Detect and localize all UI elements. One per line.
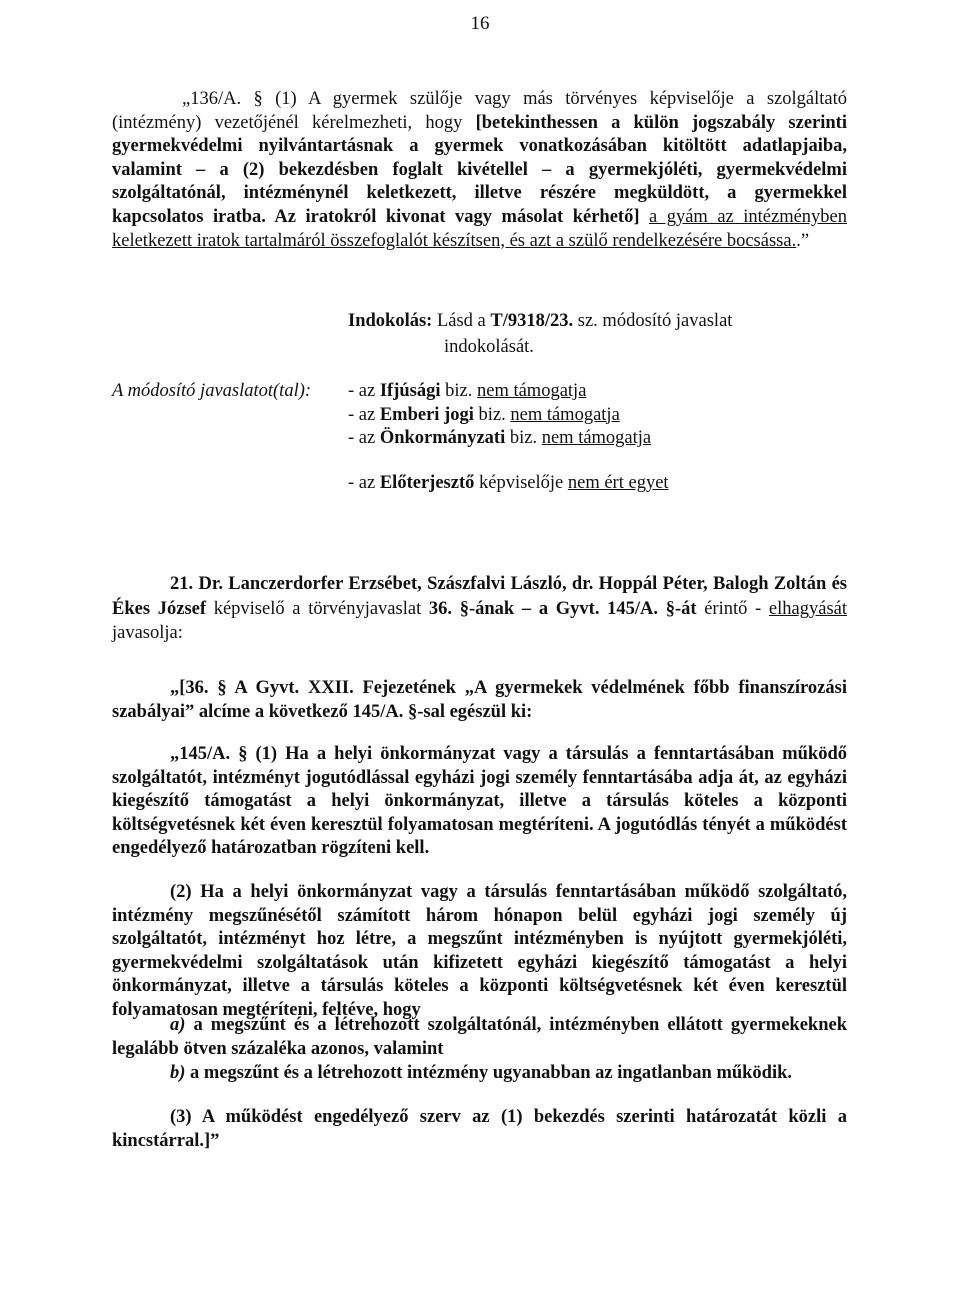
deleted-text: [betekinthessen a külön jogszabály szerinti gyermekvédelmi nyilvántartásnak a gyermek vonatkozásában kitöltött adatlapjaiba, valamint – a (2) bekezdésben foglalt kivétellel – a gyermekjóléti, gyermekvédelmi szolgáltatónál, intézménynél keletkezett, illetve részére megküldött, a gyermekkel kapcsolatos iratba. Az iratokról kivonat vagy másolat kérhető]: [112, 112, 847, 227]
reasoning-ref: T/9318/23.: [490, 311, 574, 331]
item-21-authors: 21. Dr. Lanczerdorfer Erzsébet, Szászfalvi László, dr. Hoppál Péter, Balogh Zoltán és Ékes József: [112, 574, 847, 619]
committee-vote: nem támogatja: [541, 428, 652, 448]
item-21-heading: „[36. § A Gyvt. XXII. Fejezetének „A gyermekek védelmének főbb finanszírozási szabályai” alcíme a következő 145/A. §-sal egészül ki:: [112, 678, 847, 722]
committee-item: - az Önkormányzati biz. nem támogatja: [348, 428, 652, 448]
inserted-text: a gyám az intézményben keletkezett iratok tartalmáról összefoglalót készítsen, és azt a szülő rendelkezésére bocsássa.: [112, 206, 848, 251]
section-136a: [112, 88, 847, 253]
proposer-opinion: - az Előterjesztő képviselője nem ért egyet: [348, 473, 669, 493]
point-b-label: b): [170, 1063, 186, 1083]
item-21-ref: 36. §-ának – a Gyvt. 145/A. §-át: [428, 598, 697, 619]
item-21-point-b: b) a megszűnt és a létrehozott intézmény ugyanabban az ingatlanban működik.: [170, 1063, 793, 1083]
reasoning-label: Indokolás:: [348, 311, 433, 331]
item-21-intro: 21. Dr. Lanczerdorfer Erzsébet, Szászfalvi László, dr. Hoppál Péter, Balogh Zoltán és Ékes József képviselő a törvényjavaslat 36. §-ának – a Gyvt. 145/A. §-át érintő - elhagyását javasolja:: [112, 574, 847, 643]
committees-list: [348, 380, 651, 451]
reasoning-line2: indokolását.: [444, 337, 534, 357]
section-136a-paragraph: „136/A. § (1) A gyermek szülője vagy más törvényes képviselője a szolgáltató (intézmény) vezetőjénél kérelmezheti, hogy [betekinthessen a külön jogszabály szerinti gyermekvédelmi nyilvántartásnak a gyermek vonatkozásában kitöltött adatlapjaiba, valamint – a (2) bekezdésben foglalt kivétellel – a gyermekjóléti, gyermekvédelmi szolgáltatónál, intézménynél keletkezett, illetve részére megküldött, a gyermekkel kapcsolatos iratba. Az iratokról kivonat vagy másolat kérhető] a gyám az intézményben keletkezett iratok tartalmáról összefoglalót készítsen, és azt a szülő rendelkezésére bocsássa..”: [112, 89, 848, 251]
committee-item: - az Emberi jogi biz. nem támogatja: [348, 404, 620, 425]
item-21-para3: (3) A működést engedélyező szerv az (1) bekezdés szerinti határozatát közli a kincstárral.]”: [112, 1107, 847, 1151]
committee-item: - az Ifjúsági biz. nem támogatja: [348, 381, 587, 401]
committee-vote: nem támogatja: [510, 404, 620, 425]
reasoning-block: Indokolás: Lásd a T/9318/23. sz. módosító javaslat indokolását.: [348, 308, 828, 360]
point-a-label: a): [170, 1015, 186, 1035]
item-21-para1: „145/A. § (1) Ha a helyi önkormányzat vagy a társulás a fenntartásában működő szolgáltatót, intézményt jogutódlással egyházi jogi személy fenntartásába adja át, az egyházi kiegészítő támogatást a helyi önkormányzat, illetve a társulás köteles a központi költségvetésnek két éven keresztül folyamatosan megtéríteni. A jogutódlás tényét a működést engedélyező határozatban rögzíteni kell.: [112, 744, 847, 859]
item-21-action: elhagyását: [768, 598, 847, 619]
item-21-point-a: a) a megszűnt és a létrehozott szolgáltatónál, intézményben ellátott gyermekeknek legalább ötven százaléka azonos, valamint: [112, 1015, 847, 1059]
page-number: 16: [470, 13, 490, 34]
item-21-para2: (2) Ha a helyi önkormányzat vagy a társulás fenntartásában működő szolgáltató, intézmény megszűnésétől számított három hónapon belül egyházi jogi személy új szolgáltatót, intézményt hoz létre, a megszűnt intézményben is nyújtott gyermekjóléti, gyermekvédelmi szolgáltatások után kifizetett egyházi kiegészítő támogatást a helyi önkormányzat, illetve a társulás köteles a központi költségvetésnek két éven keresztül folyamatosan megtéríteni, feltéve, hogy: [112, 882, 847, 1020]
section-136a-lead: „136/A. § (1) A gyermek szülője vagy más törvényes képviselője a szolgáltató (intézmény) vezetőjénél kérelmezheti, hogy: [112, 89, 847, 133]
committee-vote: nem támogatja: [476, 381, 587, 401]
committees-label: A módosító javaslatot(tal):: [112, 381, 312, 401]
